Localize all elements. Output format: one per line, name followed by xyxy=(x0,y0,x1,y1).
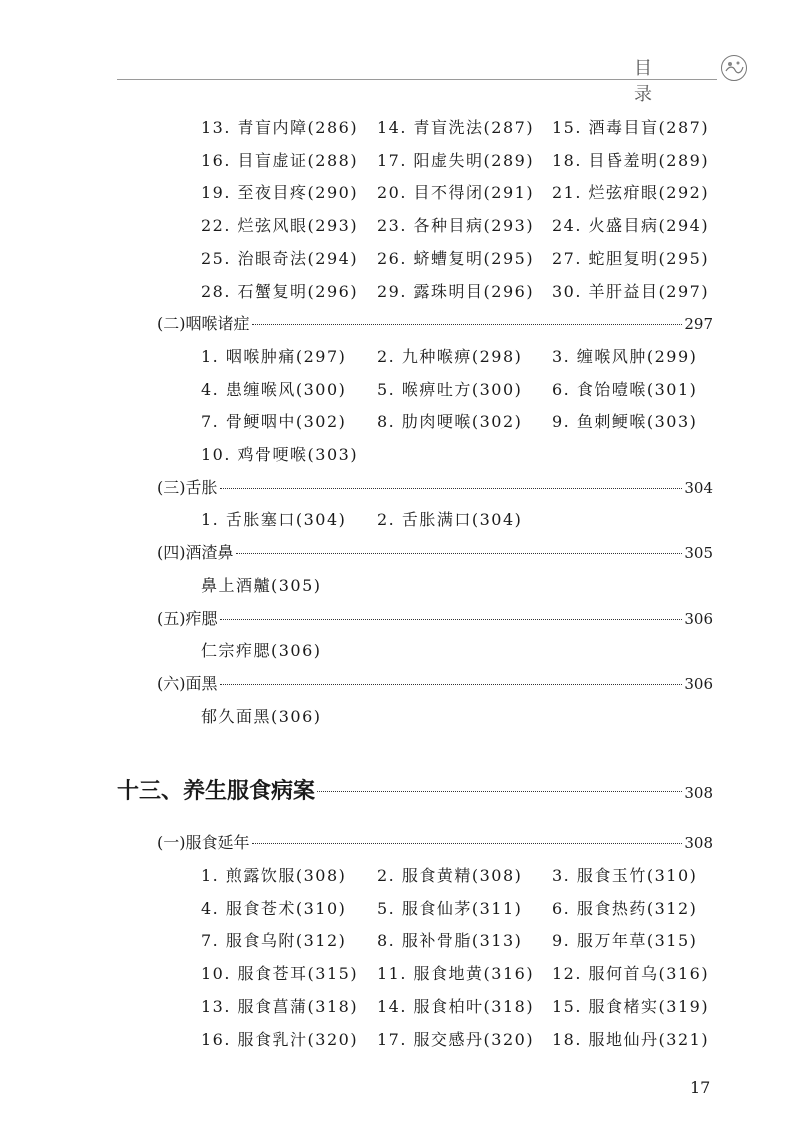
section-page: 305 xyxy=(684,544,713,563)
chapter-title: 十三、养生服食病案 xyxy=(117,778,316,805)
toc-entry[interactable]: 5. 服食仙茅(311) xyxy=(377,898,523,918)
toc-entry[interactable]: 14. 服食柏叶(318) xyxy=(377,996,535,1016)
section-title: (六)面黑 xyxy=(157,673,218,693)
toc-entry[interactable]: 6. 服食热药(312) xyxy=(552,898,698,918)
toc-entry[interactable]: 28. 石蟹复明(296) xyxy=(201,281,359,301)
toc-entry[interactable]: 27. 蛇胆复明(295) xyxy=(552,248,710,268)
decorative-emblem-icon xyxy=(720,54,748,82)
toc-entry[interactable]: 26. 蛴螬复明(295) xyxy=(377,248,535,268)
dot-leader xyxy=(220,684,683,685)
dot-leader xyxy=(220,488,683,489)
section-heading[interactable] xyxy=(157,311,713,337)
toc-entry[interactable]: 鼻上酒齇(305) xyxy=(201,575,322,595)
toc-entry[interactable]: 仁宗痄腮(306) xyxy=(201,641,322,661)
toc-entry[interactable]: 郁久面黑(306) xyxy=(201,706,322,726)
toc-entry[interactable]: 16. 目盲虚证(288) xyxy=(201,150,359,170)
toc-entry[interactable]: 9. 鱼刺鲠喉(303) xyxy=(552,412,698,432)
section-heading[interactable] xyxy=(157,671,713,697)
toc-entry[interactable]: 13. 服食菖蒲(318) xyxy=(201,996,359,1016)
toc-entry[interactable]: 14. 青盲洗法(287) xyxy=(377,118,535,137)
toc-entry[interactable]: 6. 食饴噎喉(301) xyxy=(552,379,698,399)
toc-entry[interactable]: 3. 缠喉风肿(299) xyxy=(552,346,698,366)
toc-entry[interactable]: 9. 服万年草(315) xyxy=(552,931,698,951)
toc-entry[interactable]: 29. 露珠明目(296) xyxy=(377,281,535,301)
dot-leader xyxy=(317,791,682,792)
section-heading[interactable] xyxy=(157,475,713,501)
toc-entry[interactable]: 7. 服食乌附(312) xyxy=(201,931,347,951)
toc-entry[interactable]: 5. 喉痹吐方(300) xyxy=(377,379,523,399)
toc-entry[interactable]: 25. 治眼奇法(294) xyxy=(201,248,359,268)
section-page: 297 xyxy=(684,315,713,334)
dot-leader xyxy=(236,553,683,554)
page-number: 17 xyxy=(690,1078,711,1097)
section-title: (一)服食延年 xyxy=(157,833,250,853)
chapter-page: 308 xyxy=(684,784,713,803)
section-heading[interactable] xyxy=(157,606,713,632)
toc-entry[interactable]: 1. 煎露饮服(308) xyxy=(201,866,347,885)
toc-entry[interactable]: 11. 服食地黄(316) xyxy=(377,964,535,984)
section-title: (三)舌胀 xyxy=(157,477,218,497)
section-page: 306 xyxy=(684,674,713,693)
dot-leader xyxy=(252,843,683,844)
toc-entry[interactable]: 20. 目不得闭(291) xyxy=(377,183,535,203)
toc-entry[interactable]: 15. 酒毒目盲(287) xyxy=(552,118,710,137)
toc-entry[interactable]: 1. 舌胀塞口(304) xyxy=(201,510,347,530)
toc-entry[interactable]: 17. 服交感丹(320) xyxy=(377,1029,535,1049)
toc-entry[interactable]: 23. 各种目病(293) xyxy=(377,216,535,236)
section-page: 304 xyxy=(684,478,713,497)
toc-entry[interactable]: 13. 青盲内障(286) xyxy=(201,118,359,137)
section-title: (四)酒渣鼻 xyxy=(157,543,234,563)
header-title: 目 录 xyxy=(634,58,676,105)
toc-entry[interactable]: 15. 服食楮实(319) xyxy=(552,996,710,1016)
toc-entry[interactable]: 16. 服食乳汁(320) xyxy=(201,1029,359,1049)
toc-entry[interactable]: 12. 服何首乌(316) xyxy=(552,964,710,984)
toc-entry[interactable]: 17. 阳虚失明(289) xyxy=(377,150,535,170)
section-title: (五)痄腮 xyxy=(157,608,218,628)
toc-entry[interactable]: 8. 肋肉哽喉(302) xyxy=(377,412,523,432)
toc-entry[interactable]: 4. 服食苍术(310) xyxy=(201,898,347,918)
toc-entry[interactable]: 22. 烂弦风眼(293) xyxy=(201,216,359,236)
toc-entry[interactable]: 24. 火盛目病(294) xyxy=(552,216,710,236)
section-page: 308 xyxy=(684,834,713,853)
section-page: 306 xyxy=(684,609,713,628)
toc-entry[interactable]: 7. 骨鲠咽中(302) xyxy=(201,412,347,432)
toc-entry[interactable]: 19. 至夜目疼(290) xyxy=(201,183,359,203)
section-title: (二)咽喉诸症 xyxy=(157,314,250,334)
toc-entry[interactable]: 18. 服地仙丹(321) xyxy=(552,1029,710,1049)
toc-entry[interactable]: 4. 患缠喉风(300) xyxy=(201,379,347,399)
toc-entry[interactable]: 8. 服补骨脂(313) xyxy=(377,931,523,951)
toc-entry[interactable]: 2. 九种喉痹(298) xyxy=(377,346,523,366)
section-heading[interactable] xyxy=(157,830,713,856)
dot-leader xyxy=(220,619,683,620)
section-heading[interactable] xyxy=(157,540,713,566)
dot-leader xyxy=(252,324,683,325)
toc-entry[interactable]: 2. 服食黄精(308) xyxy=(377,866,523,885)
toc-entry[interactable]: 1. 咽喉肿痛(297) xyxy=(201,346,347,366)
toc-entry[interactable]: 10. 服食苍耳(315) xyxy=(201,964,359,984)
toc-entry[interactable]: 18. 目昏羞明(289) xyxy=(552,150,710,170)
chapter-heading[interactable] xyxy=(117,774,713,808)
toc-entry[interactable]: 10. 鸡骨哽喉(303) xyxy=(201,445,359,464)
toc-entry[interactable]: 30. 羊肝益目(297) xyxy=(552,281,710,301)
header-rule xyxy=(117,79,717,80)
toc-entry[interactable]: 3. 服食玉竹(310) xyxy=(552,866,698,885)
toc-entry[interactable]: 2. 舌胀满口(304) xyxy=(377,510,523,530)
toc-entry[interactable]: 21. 烂弦疳眼(292) xyxy=(552,183,710,203)
